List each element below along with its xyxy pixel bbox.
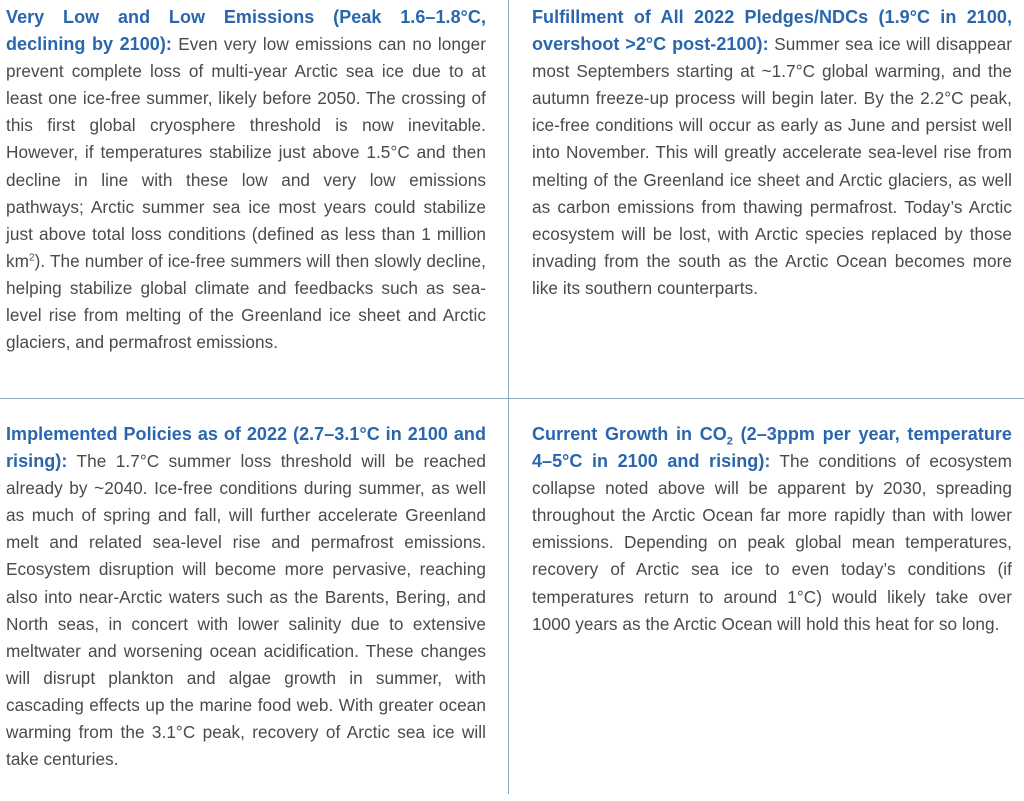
subscript: 2 xyxy=(726,435,733,448)
section-heading: Implemented Policies as of 2022 (2.7–3.1°C in 2100 and rising): xyxy=(6,424,486,472)
section-very-low-emissions xyxy=(6,4,486,356)
vertical-divider xyxy=(508,0,509,794)
section-body: Summer sea ice will disappear most Septembers starting at ~1.7°C global warming, and the autumn freeze-up process will begin later. By the 2.2°C peak, ice-free conditions will occur as early as June and persist well into November. This will greatly accelerate sea-level rise from melting of the Greenland ice sheet and Arctic glaciers, as well as carbon emissions from thawing permafrost. Today’s Arctic ecosystem will be lost, with Arctic species replaced by those invading from the south as the Arctic Ocean becomes more like its southern counterparts. xyxy=(532,34,1012,298)
section-body: The conditions of ecosystem collapse noted above will be apparent by 2030, spreading throughout the Arctic Ocean far more rapidly than with lower emissions. Depending on peak global mean temperatures, recovery of Arctic sea ice to even today’s conditions (if temperatures return to around 1°C) would likely take over 1000 years as the Arctic Ocean will hold this heat for so long. xyxy=(532,451,1012,634)
section-heading: Fulfillment of All 2022 Pledges/NDCs (1.9°C in 2100, overshoot >2°C post-2100): xyxy=(532,7,1012,55)
section-pledges-ndcs xyxy=(532,4,1012,302)
superscript: 2 xyxy=(29,252,35,264)
heading-part: Current Growth in CO xyxy=(532,424,727,444)
heading-part-continued: (2–3ppm per year, temperature 4–5°C in 2100 and rising): xyxy=(532,424,1012,472)
section-implemented-policies xyxy=(6,421,486,773)
section-body-continued: ). The number of ice-free summers will then slowly decline, helping stabilize global climate and feedbacks such as sea-level rise from melting of the Greenland ice sheet and Arctic glaciers, and permafrost emissions. xyxy=(6,250,486,353)
horizontal-divider xyxy=(0,398,1024,399)
section-current-growth xyxy=(532,421,1012,638)
section-body: Even very low emissions can no longer prevent complete loss of multi-year Arctic sea ice due to at least one ice-free summer, likely before 2050. The crossing of this first global cryosphere threshold is now inevitable. However, if temperatures stabilize just above 1.5°C and then decline in line with these low and very low emissions pathways; Arctic summer sea ice most years could stabilize just above total loss conditions (defined as less than 1 million km xyxy=(6,34,486,271)
section-heading: Very Low and Low Emissions (Peak 1.6–1.8°C, declining by 2100): xyxy=(6,7,486,55)
section-body: The 1.7°C summer loss threshold will be reached already by ~2040. Ice-free conditions during summer, as well as much of spring and fall, will further accelerate Greenland melt and related sea-level rise and permafrost emissions. Ecosystem disruption will become more pervasive, reaching also into near-Arctic waters such as the Barents, Bering, and North seas, in concert with lower salinity due to extensive meltwater and worsening ocean acidification. These changes will disrupt plankton and algae growth in summer, with cascading effects up the marine food web. With greater ocean warming from the 3.1°C peak, recovery of Arctic sea ice will take centuries. xyxy=(6,451,486,770)
